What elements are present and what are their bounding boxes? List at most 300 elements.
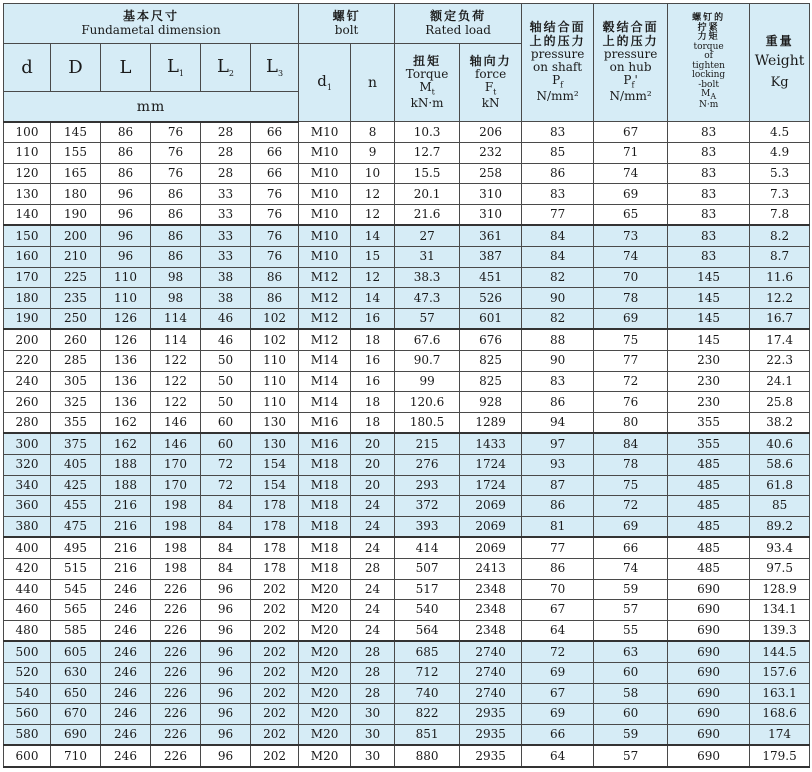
cell-L1: 226 [151,620,201,641]
cell-L1: 226 [151,600,201,621]
cell-tighten-torque: 355 [668,433,750,454]
cell-D: 565 [51,600,101,621]
cell-L1: 198 [151,558,201,579]
cell-force: 1724 [460,475,522,496]
cell-D: 235 [51,288,101,309]
table-row [4,163,810,184]
cell-force: 928 [460,392,522,413]
cell-weight: 17.4 [750,329,810,350]
cell-tighten-torque: 230 [668,392,750,413]
cell-pressure-hub: 63 [594,641,668,662]
cell-force: 387 [460,247,522,268]
col-d [4,44,51,92]
shaft-en2: on shaft [533,60,583,74]
cell-force: 2069 [460,537,522,558]
cell-pressure-hub: 69 [594,308,668,329]
cell-d1: M10 [299,184,351,205]
cell-L: 246 [101,724,151,745]
cell-pressure-hub: 66 [594,537,668,558]
cell-D: 455 [51,496,101,517]
cell-tighten-torque: 83 [668,163,750,184]
cell-d1: M12 [299,288,351,309]
cell-n: 9 [351,143,395,164]
cell-pressure-hub: 73 [594,225,668,246]
cell-L3: 110 [251,371,299,392]
cell-pressure-hub: 70 [594,267,668,288]
hub-symbol: $P_f'$ [623,73,638,90]
cell-pressure-hub: 75 [594,329,668,350]
cell-L1: 226 [151,683,201,704]
cell-weight: 144.5 [750,641,810,662]
cell-D: 650 [51,683,101,704]
tight-cn3: 力矩 [697,32,720,43]
cell-L2: 50 [201,351,251,372]
cell-d: 580 [4,724,51,745]
cell-tighten-torque: 145 [668,267,750,288]
cell-pressure-hub: 72 [594,496,668,517]
cell-d1: M10 [299,143,351,164]
table-row [4,558,810,579]
cell-L3: 102 [251,308,299,329]
cell-torque: 880 [395,745,460,767]
cell-tighten-torque: 690 [668,641,750,662]
cell-L2: 28 [201,163,251,184]
cell-weight: 61.8 [750,475,810,496]
cell-L3: 110 [251,351,299,372]
cell-L1: 76 [151,163,201,184]
cell-D: 260 [51,329,101,350]
cell-d1: M10 [299,122,351,143]
cell-pressure-shaft: 86 [522,163,594,184]
cell-L2: 96 [201,620,251,641]
cell-d1: M18 [299,537,351,558]
cell-torque: 15.5 [395,163,460,184]
table-row [4,267,810,288]
cell-L: 162 [101,433,151,454]
cell-pressure-hub: 71 [594,143,668,164]
cell-force: 2348 [460,600,522,621]
header-basic-dimension [4,4,299,44]
cell-L: 96 [101,247,151,268]
cell-pressure-shaft: 90 [522,351,594,372]
basic-dimension-en: Fundametal dimension [81,22,221,37]
table-header [4,4,810,122]
cell-D: 210 [51,247,101,268]
table-row [4,496,810,517]
cell-pressure-shaft: 93 [522,455,594,476]
torque-en: Torque [405,66,449,81]
weight-cn: 重量 [765,34,794,49]
cell-tighten-torque: 690 [668,724,750,745]
cell-force: 361 [460,225,522,246]
cell-L: 246 [101,579,151,600]
cell-weight: 58.6 [750,455,810,476]
cell-L: 216 [101,516,151,537]
cell-L1: 226 [151,579,201,600]
table-row [4,516,810,537]
cell-pressure-shaft: 83 [522,371,594,392]
cell-torque: 414 [395,537,460,558]
cell-d: 240 [4,371,51,392]
table-row [4,641,810,662]
cell-L1: 226 [151,724,201,745]
cell-force: 232 [460,143,522,164]
cell-L2: 50 [201,392,251,413]
cell-n: 28 [351,662,395,683]
cell-D: 225 [51,267,101,288]
cell-torque: 685 [395,641,460,662]
cell-pressure-shaft: 84 [522,225,594,246]
col-L3-label: L [266,55,278,77]
cell-n: 30 [351,745,395,767]
cell-torque: 20.1 [395,184,460,205]
cell-force: 310 [460,184,522,205]
cell-tighten-torque: 485 [668,455,750,476]
cell-pressure-shaft: 85 [522,143,594,164]
cell-L1: 76 [151,122,201,143]
cell-d1: M20 [299,683,351,704]
force-unit: kN [481,96,500,111]
cell-L2: 96 [201,662,251,683]
torque-cn: 扭矩 [413,53,442,68]
cell-L3: 102 [251,329,299,350]
cell-L: 216 [101,558,151,579]
cell-d1: M20 [299,724,351,745]
cell-tighten-torque: 485 [668,516,750,537]
cell-force: 451 [460,267,522,288]
cell-weight: 7.3 [750,184,810,205]
col-d1 [299,44,351,122]
tight-en1: torque [693,41,724,52]
shaft-unit: N/mm² [536,89,579,104]
cell-d: 600 [4,745,51,767]
table-row [4,308,810,329]
cell-D: 155 [51,143,101,164]
cell-L: 188 [101,455,151,476]
cell-tighten-torque: 690 [668,683,750,704]
cell-L3: 202 [251,641,299,662]
cell-L3: 76 [251,225,299,246]
cell-D: 710 [51,745,101,767]
cell-weight: 89.2 [750,516,810,537]
cell-d1: M20 [299,620,351,641]
cell-L: 110 [101,267,151,288]
cell-force: 2069 [460,496,522,517]
cell-L: 216 [101,496,151,517]
cell-pressure-hub: 60 [594,662,668,683]
cell-L3: 202 [251,620,299,641]
cell-L2: 84 [201,516,251,537]
cell-d: 440 [4,579,51,600]
col-d-label: d [21,56,33,78]
cell-weight: 157.6 [750,662,810,683]
cell-d: 170 [4,267,51,288]
cell-torque: 293 [395,475,460,496]
cell-weight: 163.1 [750,683,810,704]
cell-D: 180 [51,184,101,205]
cell-torque: 67.6 [395,329,460,350]
cell-force: 2348 [460,579,522,600]
cell-D: 630 [51,662,101,683]
cell-D: 670 [51,704,101,725]
cell-d: 100 [4,122,51,143]
cell-weight: 24.1 [750,371,810,392]
cell-tighten-torque: 145 [668,288,750,309]
cell-n: 10 [351,163,395,184]
cell-L2: 72 [201,475,251,496]
cell-L2: 33 [201,225,251,246]
cell-weight: 38.2 [750,412,810,433]
cell-L2: 84 [201,496,251,517]
cell-L3: 178 [251,537,299,558]
hub-unit: N/mm² [609,89,652,104]
cell-n: 12 [351,184,395,205]
cell-tighten-torque: 83 [668,122,750,143]
force-symbol: $F_t$ [484,80,497,97]
cell-n: 24 [351,537,395,558]
cell-D: 605 [51,641,101,662]
cell-L: 246 [101,662,151,683]
cell-pressure-hub: 55 [594,620,668,641]
cell-L3: 130 [251,433,299,454]
table-row [4,204,810,225]
shaft-symbol: $P_f$ [552,73,564,90]
cell-L3: 86 [251,288,299,309]
table-row [4,184,810,205]
cell-d: 200 [4,329,51,350]
tight-cn2: 拧紧 [697,22,720,33]
header-pressure-shaft [522,4,594,122]
cell-L2: 96 [201,745,251,767]
cell-D: 545 [51,579,101,600]
cell-torque: 851 [395,724,460,745]
col-D-label: D [68,56,83,78]
col-n [351,44,395,122]
table-row [4,392,810,413]
cell-pressure-hub: 58 [594,683,668,704]
cell-d: 190 [4,308,51,329]
cell-D: 165 [51,163,101,184]
cell-tighten-torque: 485 [668,496,750,517]
cell-force: 310 [460,204,522,225]
cell-torque: 90.7 [395,351,460,372]
cell-L: 136 [101,371,151,392]
cell-pressure-hub: 78 [594,288,668,309]
cell-tighten-torque: 355 [668,412,750,433]
cell-pressure-shaft: 67 [522,683,594,704]
cell-d: 180 [4,288,51,309]
cell-L3: 202 [251,745,299,767]
cell-pressure-hub: 84 [594,433,668,454]
cell-d: 460 [4,600,51,621]
cell-n: 15 [351,247,395,268]
cell-force: 2935 [460,724,522,745]
hub-cn2: 上的压力 [602,33,659,48]
col-D [51,44,101,92]
cell-d1: M20 [299,579,351,600]
cell-L1: 114 [151,308,201,329]
cell-d1: M10 [299,204,351,225]
table-row [4,600,810,621]
cell-force: 2413 [460,558,522,579]
cell-L2: 72 [201,455,251,476]
hub-en1: pressure [603,46,658,61]
cell-pressure-shaft: 77 [522,537,594,558]
cell-L1: 122 [151,351,201,372]
cell-d1: M10 [299,225,351,246]
cell-L2: 50 [201,371,251,392]
cell-pressure-hub: 57 [594,600,668,621]
cell-torque: 822 [395,704,460,725]
cell-L: 246 [101,745,151,767]
cell-L2: 96 [201,724,251,745]
cell-d: 140 [4,204,51,225]
cell-D: 495 [51,537,101,558]
cell-tighten-torque: 145 [668,308,750,329]
unit-mm [4,92,299,122]
cell-L1: 122 [151,371,201,392]
cell-d: 320 [4,455,51,476]
cell-pressure-shaft: 90 [522,288,594,309]
cell-n: 24 [351,620,395,641]
cell-d1: M20 [299,600,351,621]
cell-pressure-hub: 74 [594,163,668,184]
basic-dimension-cn: 基本尺寸 [123,9,180,24]
cell-L3: 110 [251,392,299,413]
cell-d1: M10 [299,247,351,268]
cell-pressure-shaft: 82 [522,308,594,329]
cell-n: 14 [351,288,395,309]
cell-tighten-torque: 690 [668,600,750,621]
table-row [4,371,810,392]
cell-pressure-shaft: 86 [522,558,594,579]
cell-L2: 84 [201,558,251,579]
cell-pressure-shaft: 66 [522,724,594,745]
cell-L: 96 [101,204,151,225]
rated-load-en: Rated load [425,22,491,37]
cell-torque: 393 [395,516,460,537]
tight-symbol: $M_A$ [701,88,717,101]
cell-force: 2740 [460,641,522,662]
cell-n: 28 [351,558,395,579]
cell-L1: 86 [151,247,201,268]
shaft-cn1: 轴结合面 [529,20,586,35]
cell-L1: 98 [151,288,201,309]
cell-L3: 66 [251,163,299,184]
cell-d: 520 [4,662,51,683]
cell-L3: 202 [251,600,299,621]
col-L3-sub: 3 [277,68,284,78]
cell-force: 825 [460,371,522,392]
tight-en5: -bolt [698,79,719,90]
cell-tighten-torque: 230 [668,351,750,372]
cell-L1: 98 [151,267,201,288]
cell-d: 480 [4,620,51,641]
table-row [4,247,810,268]
cell-n: 30 [351,724,395,745]
cell-d: 340 [4,475,51,496]
cell-tighten-torque: 83 [668,204,750,225]
cell-force: 2935 [460,745,522,767]
cell-torque: 38.3 [395,267,460,288]
table-row [4,704,810,725]
force-cn: 轴向力 [469,53,512,68]
table-body [4,122,810,767]
cell-d: 540 [4,683,51,704]
cell-D: 200 [51,225,101,246]
cell-tighten-torque: 485 [668,558,750,579]
header-bolt [299,4,395,44]
cell-L1: 76 [151,143,201,164]
cell-force: 2348 [460,620,522,641]
bolt-en: bolt [334,22,359,37]
cell-d: 120 [4,163,51,184]
cell-weight: 40.6 [750,433,810,454]
cell-pressure-shaft: 88 [522,329,594,350]
cell-torque: 517 [395,579,460,600]
cell-pressure-hub: 74 [594,247,668,268]
cell-pressure-hub: 69 [594,184,668,205]
cell-d1: M16 [299,412,351,433]
table-row [4,724,810,745]
col-force [460,44,522,122]
cell-n: 20 [351,455,395,476]
cell-L: 246 [101,683,151,704]
col-L2-sub: 2 [228,68,235,78]
cell-L1: 226 [151,704,201,725]
cell-L3: 154 [251,455,299,476]
table-row [4,620,810,641]
cell-weight: 8.7 [750,247,810,268]
cell-torque: 31 [395,247,460,268]
cell-weight: 5.3 [750,163,810,184]
cell-D: 690 [51,724,101,745]
cell-d1: M20 [299,662,351,683]
cell-D: 305 [51,371,101,392]
cell-n: 24 [351,600,395,621]
cell-d1: M14 [299,371,351,392]
cell-L3: 178 [251,558,299,579]
cell-tighten-torque: 690 [668,579,750,600]
cell-pressure-hub: 60 [594,704,668,725]
cell-L1: 226 [151,745,201,767]
cell-d: 160 [4,247,51,268]
cell-L: 86 [101,122,151,143]
cell-L2: 96 [201,641,251,662]
cell-D: 355 [51,412,101,433]
cell-weight: 4.5 [750,122,810,143]
cell-d: 560 [4,704,51,725]
table-row [4,455,810,476]
cell-L1: 114 [151,329,201,350]
cell-L2: 96 [201,579,251,600]
col-L1-label: L [166,55,179,77]
cell-pressure-shaft: 69 [522,704,594,725]
rated-load-cn: 额定负荷 [430,9,487,24]
cell-d: 260 [4,392,51,413]
cell-D: 475 [51,516,101,537]
cell-L3: 202 [251,704,299,725]
force-en: force [474,66,507,81]
header-pressure-hub [594,4,668,122]
table-row [4,122,810,143]
cell-L3: 202 [251,579,299,600]
cell-weight: 4.9 [750,143,810,164]
cell-torque: 57 [395,308,460,329]
cell-D: 190 [51,204,101,225]
cell-D: 325 [51,392,101,413]
cell-n: 28 [351,683,395,704]
